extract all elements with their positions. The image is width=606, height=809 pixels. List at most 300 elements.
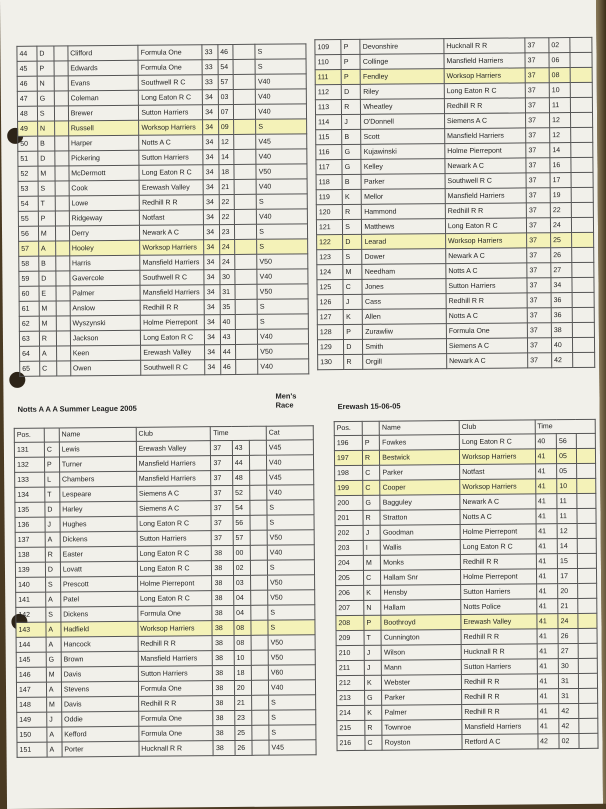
initial-cell: P [341, 54, 360, 69]
club-cell: Southwell R C [140, 270, 204, 286]
seconds-cell: 36 [551, 293, 573, 308]
club-cell: Sutton Harriers [137, 531, 212, 547]
seconds-cell: 56 [233, 515, 250, 530]
name-cell: Boothroyd [381, 615, 461, 631]
minutes-cell: 37 [525, 38, 549, 53]
name-cell: Hallam [381, 600, 461, 616]
initial-cell: T [38, 196, 56, 211]
position-cell: 121 [316, 220, 342, 235]
name-cell: Owen [70, 360, 141, 376]
initial-cell: D [37, 46, 55, 61]
name-cell: Fowkes [380, 435, 460, 451]
position-cell: 139 [15, 562, 45, 577]
minutes-cell: 34 [205, 315, 221, 330]
category-cell: S [255, 44, 306, 59]
name-cell: Lowe [69, 195, 140, 211]
club-cell: Redhill R R [460, 554, 536, 570]
position-cell: 208 [336, 615, 364, 630]
minutes-cell: 33 [202, 75, 218, 90]
initial-cell: K [342, 189, 361, 204]
minutes-cell: 41 [535, 464, 557, 479]
position-cell: 196 [334, 435, 362, 450]
seconds-cell: 24 [219, 239, 235, 254]
club-cell: Redhill R R [462, 704, 538, 720]
spacer-cell [251, 635, 268, 650]
initial-cell: G [342, 159, 361, 174]
club-cell: Southwell R C [141, 360, 205, 376]
position-cell: 204 [335, 555, 363, 570]
spacer-cell [236, 359, 258, 374]
spacer-cell [577, 523, 597, 538]
minutes-cell: 37 [528, 353, 552, 368]
minutes-cell: 41 [536, 524, 558, 539]
club-cell: Holme Pierrepont [445, 143, 526, 159]
club-cell: Holme Pierrepont [141, 315, 205, 331]
spacer-cell [249, 440, 266, 455]
club-cell: Long Eaton R C [445, 218, 526, 234]
name-cell: Jackson [70, 330, 141, 346]
initial-cell: M [39, 301, 57, 316]
initial-cell: C [44, 442, 59, 457]
position-cell: 127 [317, 310, 343, 325]
initial-cell: I [363, 540, 380, 555]
seconds-cell: 27 [558, 643, 578, 658]
position-cell: 205 [335, 570, 363, 585]
spacer-cell [576, 463, 596, 478]
spacer-cell [249, 470, 266, 485]
category-cell: V40 [267, 545, 314, 560]
spacer-cell [57, 346, 70, 361]
name-cell: Chambers [59, 471, 136, 487]
seconds-cell: 24 [550, 218, 572, 233]
minutes-cell: 34 [203, 165, 219, 180]
initial-cell: M [363, 555, 380, 570]
seconds-cell: 11 [557, 493, 577, 508]
category-cell: S [268, 605, 315, 620]
seconds-cell: 12 [557, 523, 577, 538]
initial-cell: A [46, 622, 61, 637]
initial-cell: C [363, 465, 380, 480]
position-cell: 136 [15, 517, 45, 532]
position-cell: 58 [19, 256, 39, 271]
initial-cell: K [364, 675, 381, 690]
initial-cell: J [363, 525, 380, 540]
name-cell: Smith [363, 339, 447, 355]
spacer-cell [577, 553, 597, 568]
position-cell: 60 [19, 286, 39, 301]
name-cell: Lovatt [60, 561, 137, 577]
position-cell: 47 [17, 91, 37, 106]
results-table-top-right [314, 37, 595, 370]
category-cell: V40 [266, 455, 313, 470]
name-cell: Hancock [61, 636, 138, 652]
name-cell: Kelley [361, 159, 445, 175]
initial-cell: S [38, 181, 56, 196]
spacer-cell [572, 277, 594, 292]
category-cell: V40 [257, 209, 308, 224]
category-cell: V40 [258, 329, 309, 344]
seconds-cell: 38 [551, 323, 573, 338]
club-cell: Mansfield Harriers [444, 53, 525, 69]
seconds-cell: 40 [220, 314, 236, 329]
position-cell: 63 [19, 331, 39, 346]
initial-cell: G [363, 495, 380, 510]
club-cell: Formula One [137, 606, 212, 622]
minutes-cell: 41 [536, 584, 558, 599]
minutes-cell: 37 [526, 173, 550, 188]
minutes-cell: 38 [212, 605, 233, 620]
spacer-cell [55, 61, 68, 76]
name-cell: Wyszynski [70, 315, 141, 331]
position-cell: 52 [18, 166, 38, 181]
club-cell: Formula One [138, 60, 202, 76]
seconds-cell: 12 [549, 113, 571, 128]
spacer-cell [55, 76, 68, 91]
initial-cell: J [342, 114, 361, 129]
spacer-cell [251, 650, 268, 665]
minutes-cell: 34 [205, 360, 221, 375]
position-cell: 203 [335, 540, 363, 555]
initial-cell: G [365, 690, 382, 705]
club-cell: Sutton Harriers [461, 584, 537, 600]
minutes-cell: 41 [537, 719, 559, 734]
result-row [337, 733, 598, 750]
position-cell: 53 [18, 181, 38, 196]
position-cell: 200 [335, 495, 363, 510]
initial-cell: T [364, 630, 381, 645]
minutes-cell: 41 [537, 674, 559, 689]
position-cell: 214 [337, 705, 365, 720]
spacer-cell [235, 254, 257, 269]
minutes-cell: 41 [537, 689, 559, 704]
name-cell: Lewis [59, 441, 136, 457]
spacer-cell [578, 658, 598, 673]
spacer-cell [249, 455, 266, 470]
category-cell: S [269, 695, 316, 710]
club-cell: Formula One [139, 726, 214, 742]
spacer-cell [576, 433, 596, 448]
minutes-cell: 41 [536, 614, 558, 629]
initial-cell: C [343, 279, 362, 294]
club-cell: Sutton Harriers [139, 105, 203, 121]
minutes-cell: 34 [203, 120, 219, 135]
spacer-cell [57, 316, 70, 331]
seconds-cell: 03 [233, 575, 250, 590]
position-cell: 116 [316, 145, 342, 160]
club-cell: Worksop Harriers [138, 621, 213, 637]
initial-cell: A [38, 241, 56, 256]
club-cell: Formula One [138, 45, 202, 61]
header-cat: Cat [266, 426, 313, 440]
club-cell: Newark A C [446, 248, 527, 264]
name-cell: Collinge [360, 54, 444, 70]
club-cell: Redhill R R [462, 689, 538, 705]
spacer-cell [57, 361, 70, 376]
spacer-cell [572, 232, 594, 247]
spacer-cell [55, 166, 68, 181]
spacer-cell [577, 598, 597, 613]
initial-cell: M [38, 226, 56, 241]
position-cell: 207 [336, 600, 364, 615]
position-cell: 56 [18, 226, 38, 241]
seconds-cell: 48 [232, 470, 249, 485]
name-cell: Monks [381, 555, 461, 571]
club-cell: Hucknall R R [461, 644, 537, 660]
seconds-cell: 10 [557, 478, 577, 493]
club-cell: Long Eaton R C [137, 591, 212, 607]
name-cell: Turner [59, 456, 136, 472]
club-cell: Mansfield Harriers [138, 651, 213, 667]
position-cell: 198 [335, 465, 363, 480]
category-cell: V50 [257, 254, 308, 269]
seconds-cell: 57 [218, 74, 234, 89]
seconds-cell: 24 [558, 613, 578, 628]
position-cell: 54 [18, 196, 38, 211]
minutes-cell: 34 [204, 225, 220, 240]
club-cell: Redhill R R [446, 293, 527, 309]
seconds-cell: 11 [549, 98, 571, 113]
seconds-cell: 20 [558, 583, 578, 598]
position-cell: 126 [317, 295, 343, 310]
seconds-cell: 17 [558, 568, 578, 583]
club-cell: Newark A C [447, 353, 528, 369]
initial-cell: S [45, 577, 60, 592]
spacer-cell [571, 157, 593, 172]
club-cell: Hucknall R R [139, 741, 214, 757]
name-cell: Kujawinski [361, 144, 445, 160]
name-cell: Derry [69, 225, 140, 241]
header-name: Name [59, 427, 136, 442]
position-cell: 51 [18, 151, 38, 166]
minutes-cell: 37 [211, 485, 232, 500]
name-cell: Hensby [381, 585, 461, 601]
spacer-cell [252, 725, 269, 740]
spacer-cell [577, 538, 597, 553]
name-cell: Parker [380, 465, 460, 481]
spacer-cell [57, 301, 70, 316]
name-cell: Brown [61, 651, 138, 667]
spacer-cell [234, 119, 256, 134]
seconds-cell: 44 [232, 455, 249, 470]
spacer-cell [251, 605, 268, 620]
initial-cell: A [47, 742, 62, 757]
initial-cell: R [365, 720, 382, 735]
spacer-cell [234, 209, 256, 224]
spacer-cell [570, 37, 592, 52]
name-cell: Cooper [380, 480, 460, 496]
spacer-cell [235, 314, 257, 329]
position-cell: 112 [315, 85, 341, 100]
name-cell: Zurawliw [363, 324, 447, 340]
initial-cell: M [39, 316, 57, 331]
name-cell: Wheatley [361, 99, 445, 115]
initial-cell: A [46, 637, 61, 652]
minutes-cell: 38 [213, 740, 234, 755]
spacer-cell [235, 224, 257, 239]
name-cell: Cunnington [381, 630, 461, 646]
initial-cell: K [364, 585, 381, 600]
spacer-cell [571, 142, 593, 157]
seconds-cell: 57 [233, 530, 250, 545]
seconds-cell: 04 [233, 590, 250, 605]
name-cell: Orgill [363, 354, 447, 370]
initial-cell: P [44, 457, 59, 472]
result-row [318, 352, 595, 369]
position-cell: 46 [17, 76, 37, 91]
seconds-cell: 08 [549, 68, 571, 83]
minutes-cell: 34 [203, 180, 219, 195]
spacer-cell [234, 194, 256, 209]
spacer-cell [235, 239, 257, 254]
name-cell: Porter [62, 741, 139, 757]
position-cell: 131 [14, 442, 44, 457]
spacer-cell [55, 151, 68, 166]
position-cell: 123 [317, 250, 343, 265]
club-cell: Long Eaton R C [459, 434, 535, 450]
minutes-cell: 41 [537, 644, 559, 659]
category-cell: V50 [267, 575, 314, 590]
club-cell: Sutton Harriers [138, 666, 213, 682]
category-cell: V45 [266, 440, 313, 455]
minutes-cell: 37 [527, 278, 551, 293]
club-cell: Mansfield Harriers [462, 719, 538, 735]
minutes-cell: 37 [527, 293, 551, 308]
spacer-cell [576, 508, 596, 523]
spacer-cell [235, 269, 257, 284]
position-cell: 122 [317, 235, 343, 250]
minutes-cell: 41 [535, 479, 557, 494]
club-cell: Redhill R R [444, 98, 525, 114]
club-cell: Holme Pierrepont [460, 524, 536, 540]
name-cell: Hughes [60, 516, 137, 532]
category-cell: V50 [256, 164, 307, 179]
name-cell: Mellor [362, 189, 446, 205]
spacer-cell [250, 575, 267, 590]
minutes-cell: 34 [203, 150, 219, 165]
position-cell: 137 [15, 532, 45, 547]
minutes-cell: 37 [526, 188, 550, 203]
spacer-cell [572, 187, 594, 202]
initial-cell: D [342, 84, 361, 99]
name-cell: Wilson [381, 644, 461, 660]
position-cell: 125 [317, 280, 343, 295]
initial-cell: P [37, 61, 55, 76]
seconds-cell: 35 [220, 299, 236, 314]
seconds-cell: 18 [219, 164, 235, 179]
position-cell: 120 [316, 205, 342, 220]
category-cell: V40 [257, 269, 308, 284]
initial-cell: T [45, 487, 60, 502]
seconds-cell: 22 [219, 194, 235, 209]
seconds-cell: 23 [219, 224, 235, 239]
name-cell: Goodman [380, 525, 460, 541]
category-cell: V50 [268, 590, 315, 605]
initial-cell: K [365, 705, 382, 720]
minutes-cell: 37 [525, 98, 549, 113]
results-table-bottom-right [334, 419, 599, 751]
initial-cell: A [46, 682, 61, 697]
club-cell: Siemens A C [446, 338, 527, 354]
position-cell: 64 [20, 346, 40, 361]
spacer-cell [571, 172, 593, 187]
club-cell: Long Eaton R C [141, 330, 205, 346]
position-cell: 149 [17, 712, 47, 727]
minutes-cell: 37 [525, 83, 549, 98]
position-cell: 145 [16, 652, 46, 667]
initial-cell: D [38, 151, 56, 166]
initial-cell: M [38, 166, 56, 181]
spacer-cell [577, 583, 597, 598]
seconds-cell: 54 [233, 500, 250, 515]
category-cell: S [267, 515, 314, 530]
club-cell: Sutton Harriers [446, 278, 527, 294]
spacer-cell [236, 329, 258, 344]
name-cell: Cass [362, 294, 446, 310]
name-cell: Bestwick [380, 450, 460, 466]
spacer-cell [250, 500, 267, 515]
position-cell: 138 [15, 547, 45, 562]
minutes-cell: 34 [204, 300, 220, 315]
name-cell: Matthews [362, 219, 446, 235]
seconds-cell: 09 [218, 119, 234, 134]
seconds-cell: 22 [219, 209, 235, 224]
category-cell: V40 [268, 680, 315, 695]
seconds-cell: 14 [550, 143, 572, 158]
initial-cell: L [45, 472, 60, 487]
seconds-cell: 19 [550, 188, 572, 203]
spacer-cell [577, 568, 597, 583]
position-cell: 62 [19, 316, 39, 331]
spacer-cell [251, 665, 268, 680]
name-cell: Riley [361, 84, 445, 100]
initial-cell: A [45, 532, 60, 547]
initial-cell: J [343, 294, 362, 309]
minutes-cell: 41 [537, 659, 559, 674]
club-cell: Long Eaton R C [137, 546, 212, 562]
minutes-cell: 40 [535, 434, 557, 449]
spacer-cell [55, 121, 68, 136]
club-cell: Long Eaton R C [137, 516, 212, 532]
seconds-cell: 02 [559, 733, 579, 748]
club-cell: Redhill R R [461, 674, 537, 690]
club-cell: Notts A C [139, 135, 203, 151]
minutes-cell: 41 [536, 599, 558, 614]
name-cell: Ridgeway [69, 210, 140, 226]
spacer-cell [56, 241, 69, 256]
club-cell: Southwell R C [445, 173, 526, 189]
minutes-cell: 41 [537, 629, 559, 644]
result-row [17, 740, 316, 758]
name-cell: Wallis [381, 540, 461, 556]
seconds-cell: 08 [234, 620, 251, 635]
seconds-cell: 03 [218, 89, 234, 104]
position-cell: 129 [317, 340, 343, 355]
club-cell: Erewash Valley [139, 180, 203, 196]
minutes-cell: 33 [202, 45, 218, 60]
minutes-cell: 37 [525, 68, 549, 83]
name-cell: Brewer [68, 105, 139, 121]
name-cell: Anslow [70, 300, 141, 316]
seconds-cell: 12 [218, 134, 234, 149]
header-time: Time [535, 419, 596, 434]
spacer-cell [57, 331, 70, 346]
category-cell: V45 [256, 134, 307, 149]
position-cell: 130 [318, 355, 344, 370]
seconds-cell: 42 [559, 703, 579, 718]
spacer-cell [56, 256, 69, 271]
initial-cell: S [46, 607, 61, 622]
name-cell: Patel [60, 591, 137, 607]
